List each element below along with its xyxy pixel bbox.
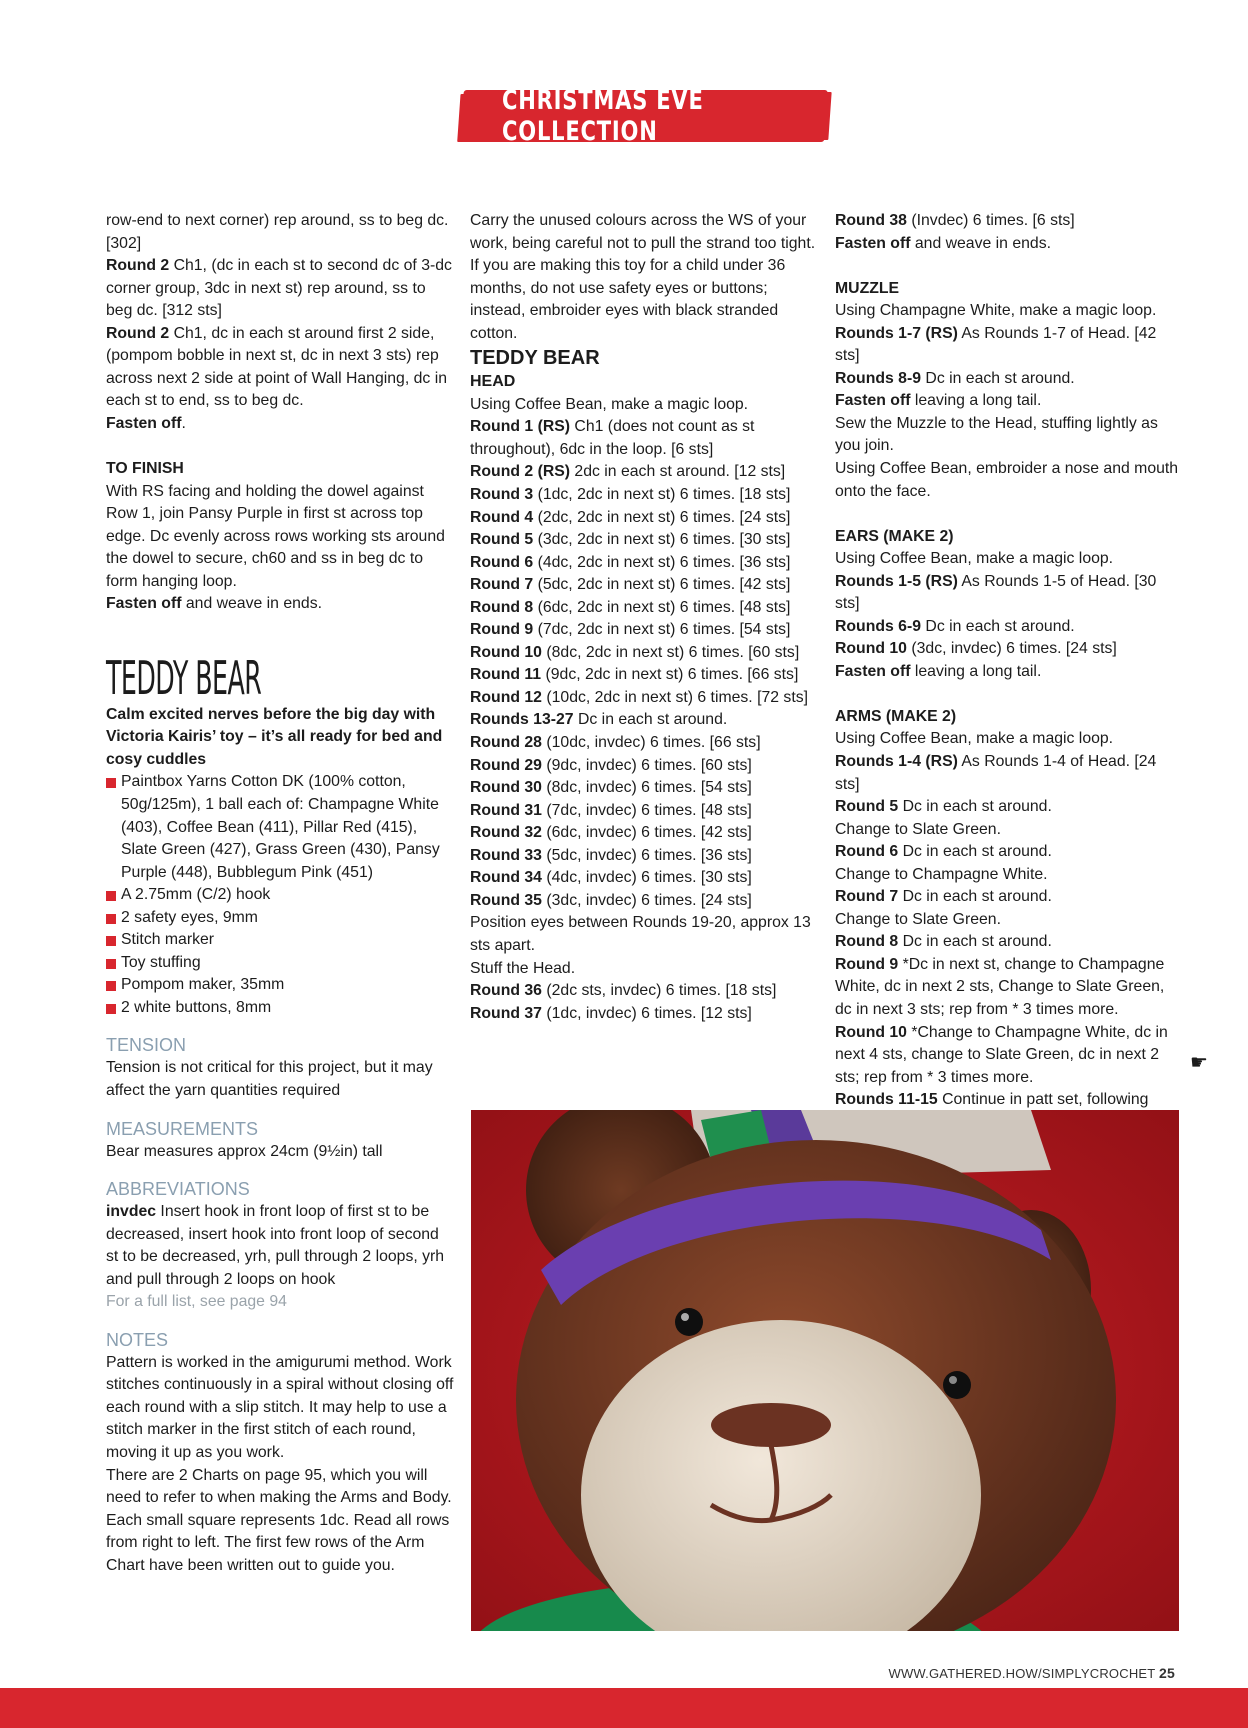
text-paragraph: row-end to next corner) rep around, ss to beg dc. [302] [106,212,449,252]
pattern-intro: Calm excited nerves before the big day with Victoria Kairis’ toy – it’s all ready for bed and cosy cuddles [106,705,443,768]
list-item: 2 white buttons, 8mm [106,997,454,1020]
text-paragraph: Round 10 *Change to Champagne White, dc in next 4 sts, change to Slate Green, dc in next 2 sts; rep from * 3 times more. [835,1023,1168,1086]
heading-arms: ARMS (MAKE 2) [835,707,957,725]
text-paragraph: Bear measures approx 24cm (9½in) tall [106,1142,383,1160]
text-paragraph: invdec Insert hook in front loop of first st to be decreased, insert hook into front loop of second st to be decreased, yrh, pull through 2 loops, yrh and pull through 2 loops on hook [106,1203,445,1288]
text-paragraph: Round 8 Dc in each st around. [835,933,1052,951]
text-paragraph: Fasten off and weave in ends. [835,234,1051,252]
text-paragraph: If you are making this toy for a child under 36 months, do not use safety eyes or buttons; instead, embroider eyes with black stranded cotton. [470,257,786,342]
text-paragraph: Fasten off and weave in ends. [106,595,322,613]
round-instruction: Round 9 (7dc, 2dc in next st) 6 times. [54 sts] [470,621,791,639]
materials-list [106,771,454,1019]
round-instruction: Round 12 (10dc, 2dc in next st) 6 times. [72 sts] [470,688,808,706]
text-paragraph: Rounds 8-9 Dc in each st around. [835,369,1075,387]
heading-muzzle: MUZZLE [835,279,900,297]
page-number: 25 [1159,1665,1175,1681]
text-paragraph: Using Coffee Bean, make a magic loop. [470,395,749,413]
round-instruction: Round 3 (1dc, 2dc in next st) 6 times. [18 sts] [470,486,791,504]
round-instruction: Round 1 (RS) Ch1 (does not count as st throughout), 6dc in the loop. [6 sts] [470,418,755,458]
list-item: Stitch marker [106,929,454,952]
text-paragraph: Round 7 Dc in each st around. [835,888,1052,906]
text-paragraph: Round 38 (Invdec) 6 times. [6 sts] [835,212,1075,229]
round-instruction: Round 30 (8dc, invdec) 6 times. [54 sts] [470,779,752,797]
text-paragraph: Rounds 1-4 (RS) As Rounds 1-4 of Head. [24 sts] [835,752,1157,793]
round-instruction: Round 37 (1dc, invdec) 6 times. [12 sts] [470,1004,752,1022]
section-banner: CHRISTMAS EVE COLLECTION [502,85,704,147]
round-instruction: Round 31 (7dc, invdec) 6 times. [48 sts] [470,801,752,819]
text-paragraph: Pattern is worked in the amigurumi method. Work stitches continuously in a spiral without closing off each round with a slip stitch. It may help to use a stitch marker in the first stitch of each round, moving it up as you work. [106,1353,454,1462]
rounds-list-end [470,980,820,1025]
footer-bar [0,1688,1248,1728]
text-paragraph: Round 2 Ch1, (dc in each st to second dc of 3-dc corner group, 3dc in next st) rep around, ss to beg dc. [312 sts] [106,257,452,320]
text-paragraph: Fasten off. [106,414,186,432]
heading-notes: NOTES [106,1329,169,1350]
text-paragraph: Round 2 Ch1, dc in each st around first 2 side, (pompom bobble in next st, dc in next 3 sts) rep across next 2 side at point of Wall Hanging, dc in each st to end, ss to beg dc. [106,324,447,410]
rounds-list [470,416,820,912]
pattern-title: TEDDY BEAR [106,650,262,705]
list-item: Toy stuffing [106,952,454,975]
round-instruction: Round 8 (6dc, 2dc in next st) 6 times. [48 sts] [470,598,791,616]
text-paragraph: Fasten off leaving a long tail. [835,662,1042,680]
heading-head: HEAD [470,373,516,391]
text-paragraph: Sew the Muzzle to the Head, stuffing lightly as you join. [835,414,1158,455]
round-instruction: Round 5 (3dc, 2dc in next st) 6 times. [30 sts] [470,531,791,549]
text-paragraph: Round 9 *Dc in next st, change to Champagne White, dc in next 2 sts, Change to Slate Green, dc in next 3 sts; rep from * 3 times more. [835,955,1165,1018]
text-paragraph: There are 2 Charts on page 95, which you will need to refer to when making the Arms and Body. Each small square represents 1dc. Read all rows from right to left. The first few rows of the Arm Chart have been written out to guide you. [106,1466,452,1574]
text-paragraph: Using Coffee Bean, make a magic loop. [835,550,1114,568]
teddy-bear-photo [471,1110,1179,1631]
text-paragraph: Round 6 Dc in each st around. [835,843,1052,861]
text-paragraph: Round 5 Dc in each st around. [835,798,1052,816]
round-instruction: Round 28 (10dc, invdec) 6 times. [66 sts] [470,734,761,752]
text-paragraph: Tension is not critical for this project, but it may affect the yarn quantities required [106,1059,433,1099]
heading-to-finish: TO FINISH [106,459,184,477]
round-instruction: Round 29 (9dc, invdec) 6 times. [60 sts] [470,756,752,774]
column-left [106,210,454,1577]
text-paragraph: Change to Slate Green. [835,820,1001,838]
text-paragraph: Fasten off leaving a long tail. [835,392,1042,410]
text-paragraph: Change to Champagne White. [835,865,1048,883]
heading-abbreviations: ABBREVIATIONS [106,1179,250,1200]
column-right [835,210,1180,1112]
round-instruction: Round 34 (4dc, invdec) 6 times. [30 sts] [470,869,752,887]
round-instruction: Round 4 (2dc, 2dc in next st) 6 times. [24 sts] [470,508,791,526]
round-instruction: Round 33 (5dc, invdec) 6 times. [36 sts] [470,846,752,864]
text-paragraph: Position eyes between Rounds 19-20, approx 13 sts apart. [470,914,811,954]
text-paragraph: Using Coffee Bean, make a magic loop. [835,730,1114,748]
text-paragraph: Using Coffee Bean, embroider a nose and mouth onto the face. [835,459,1179,500]
list-item: 2 safety eyes, 9mm [106,907,454,930]
round-instruction: Rounds 13-27 Dc in each st around. [470,711,728,729]
list-item: A 2.75mm (C/2) hook [106,884,454,907]
abbreviations-link[interactable]: For a full list, see page 94 [106,1293,287,1311]
text-paragraph: Rounds 1-7 (RS) As Rounds 1-7 of Head. [42 sts] [835,324,1157,365]
round-instruction: Round 36 (2dc sts, invdec) 6 times. [18 sts] [470,982,777,1000]
round-instruction: Round 2 (RS) 2dc in each st around. [12 sts] [470,463,786,481]
heading-measurements: MEASUREMENTS [106,1118,259,1139]
round-instruction: Round 32 (6dc, invdec) 6 times. [42 sts] [470,824,752,842]
text-paragraph: Carry the unused colours across the WS of your work, being careful not to pull the strand too tight. [470,212,816,252]
teddy-bear-illustration [471,1110,1179,1631]
text-paragraph: With RS facing and holding the dowel against Row 1, join Pansy Purple in first st across top edge. Dc evenly across rows working sts around the dowel to secure, ch60 and ss in beg dc to form hanging loop. [106,482,445,590]
pointing-hand-icon: ☛ [1190,1052,1208,1074]
round-instruction: Round 10 (8dc, 2dc in next st) 6 times. [60 sts] [470,643,800,661]
text-paragraph: Rounds 11-15 Continue in patt set, following [835,1091,1149,1109]
round-instruction: Round 7 (5dc, 2dc in next st) 6 times. [42 sts] [470,576,791,594]
column-middle [470,210,820,1025]
footer-url[interactable]: WWW.GATHERED.HOW/SIMPLYCROCHET 25 [888,1665,1175,1681]
text-paragraph: Using Champagne White, make a magic loop. [835,302,1157,320]
list-item: Paintbox Yarns Cotton DK (100% cotton, 50g/125m), 1 ball each of: Champagne White (403), Coffee Bean (411), Pillar Red (415), Slate Green (427), Grass Green (430), Pansy Purple (448), Bubblegum Pink (451) [106,771,454,884]
round-instruction: Round 35 (3dc, invdec) 6 times. [24 sts] [470,891,752,909]
list-item: Pompom maker, 35mm [106,974,454,997]
text-paragraph: Rounds 1-5 (RS) As Rounds 1-5 of Head. [30 sts] [835,572,1157,613]
round-instruction: Round 11 (9dc, 2dc in next st) 6 times. [66 sts] [470,666,799,684]
round-instruction: Round 6 (4dc, 2dc in next st) 6 times. [36 sts] [470,553,791,571]
text-paragraph: Change to Slate Green. [835,910,1001,928]
text-paragraph: Stuff the Head. [470,959,576,977]
heading-tension: TENSION [106,1035,187,1056]
heading-ears: EARS (MAKE 2) [835,527,954,545]
text-paragraph: Round 10 (3dc, invdec) 6 times. [24 sts] [835,640,1117,658]
heading-teddy-bear: TEDDY BEAR [470,347,600,370]
text-paragraph: Rounds 6-9 Dc in each st around. [835,617,1075,635]
